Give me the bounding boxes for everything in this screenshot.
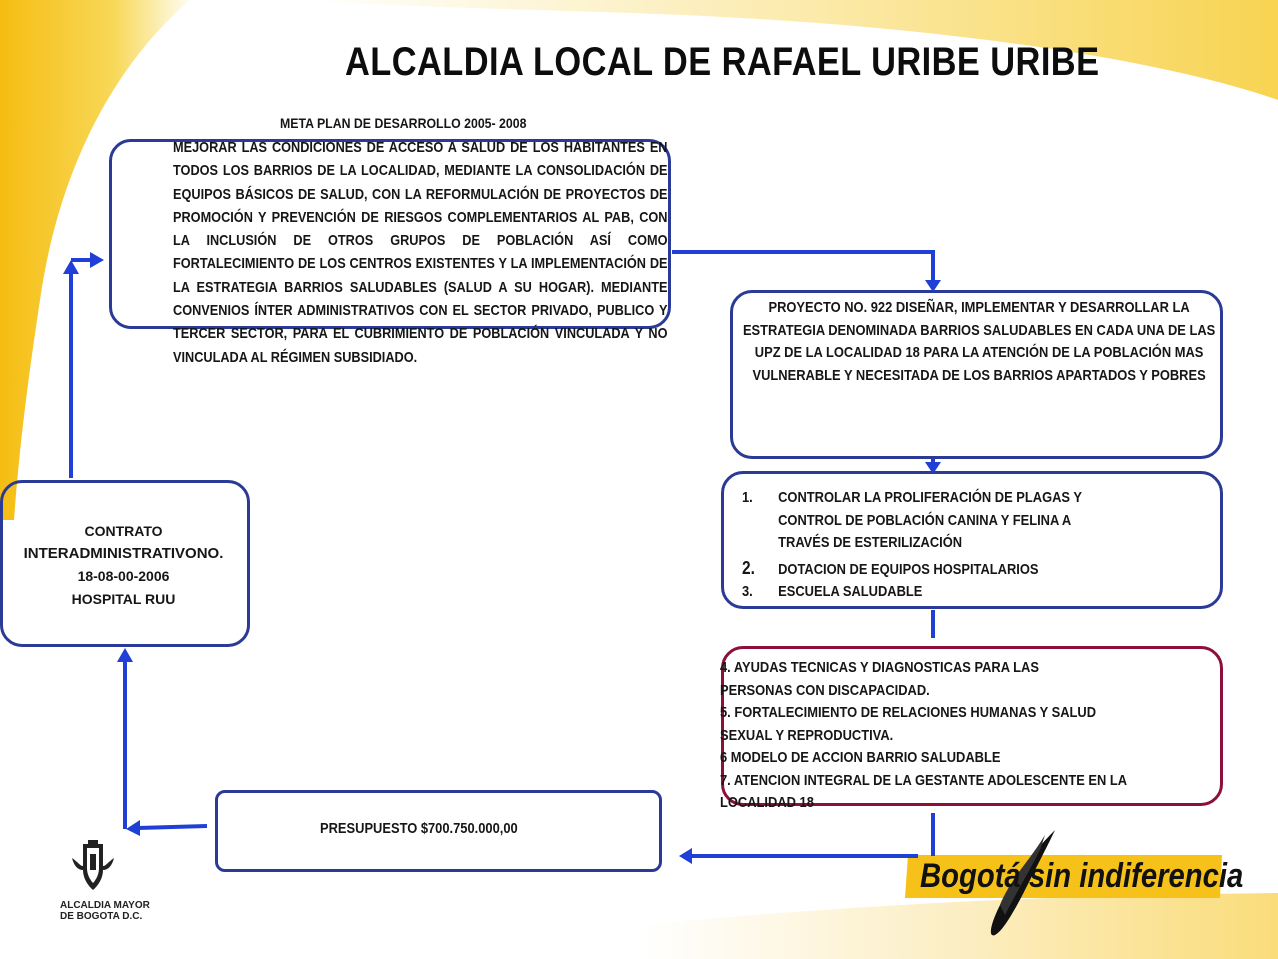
page-title: ALCALDIA LOCAL DE RAFAEL URIBE URIBE xyxy=(345,40,1100,84)
meta-heading: META PLAN DE DESARROLLO 2005- 2008 xyxy=(280,115,527,131)
contrato-line: HOSPITAL RUU xyxy=(71,590,176,607)
presupuesto-text: PRESUPUESTO $700.750.000,00 xyxy=(320,820,518,837)
list-line: PERSONAS CON DISCAPACIDAD. xyxy=(720,681,930,699)
list-text: DOTACION DE EQUIPOS HOSPITALARIOS xyxy=(778,560,1039,578)
bogota-sin-indiferencia-logo: Bogotá sin indiferencia xyxy=(920,857,1244,895)
list-number: 3. xyxy=(742,583,753,600)
logo-text-line: DE BOGOTA D.C. xyxy=(60,911,143,922)
list-text: CONTROLAR LA PROLIFERACIÓN DE PLAGAS Y xyxy=(778,489,1082,506)
list-line: 6 MODELO DE ACCION BARRIO SALUDABLE xyxy=(720,749,1001,766)
meta-body: MEJORAR LAS CONDICIONES DE ACCESO A SALUD DE LOS HABITANTES EN TODOS LOS BARRIOS DE LA LOCALIDAD, MEDIANTE LA CONSOLIDACIÓN DE EQUIPOS BÁSICOS DE SALUD, CON LA REFORMULACIÓN DE PROYECTOS DE PROMOCIÓN Y PREVENCIÓN DE RIESGOS COMPLEMENTARIOS AL PAB, CON LA INCLUSIÓN DE OTROS GRUPOS DE POBLACIÓN ASÍ COMO FORTALECIMIENTO DE LOS CENTROS EXISTENTES Y LA IMPLEMENTACIÓN DE LA ESTRATEGIA BARRIOS SALUDABLES (SALUD A SU HOGAR). MEDIANTE CONVENIOS ÍNTER ADMINISTRATIVOS CON EL SECTOR PRIVADO, PUBLICO Y TERCER SECTOR, PARA EL CUBRIMIENTO DE POBLACIÓN VINCULADA Y NO VINCULADA AL RÉGIMEN SUBSIDIADO. xyxy=(173,140,668,366)
list-number: 1. xyxy=(742,489,753,506)
contrato-line: INTERADMINISTRATIVONO. xyxy=(23,544,224,562)
list-text: TRAVÉS DE ESTERILIZACIÓN xyxy=(778,534,963,551)
list-line: LOCALIDAD 18 xyxy=(720,794,814,811)
proyecto-text: PROYECTO NO. 922 DISEÑAR, IMPLEMENTAR Y DESARROLLAR LA ESTRATEGIA DENOMINADA BARRIOS SALUDABLES EN CADA UNA DE LAS UPZ DE LA LOCALIDAD 18 PARA LA ATENCIÓN DE LA POBLACIÓN MAS VULNERABLE Y NECESITADA DE LOS BARRIOS APARTADOS Y POBRES xyxy=(742,299,1216,384)
logo-text-line: ALCALDIA MAYOR xyxy=(60,900,150,911)
list-text: ESCUELA SALUDABLE xyxy=(778,583,923,600)
list-line: 7. ATENCION INTEGRAL DE LA GESTANTE ADOLESCENTE EN LA xyxy=(720,771,1128,789)
list-number: 2. xyxy=(742,557,755,578)
contrato-line: 18-08-00-2006 xyxy=(77,568,170,584)
list-line: 4. AYUDAS TECNICAS Y DIAGNOSTICAS PARA LAS xyxy=(720,659,1039,676)
list-line: SEXUAL Y REPRODUCTIVA. xyxy=(720,726,894,744)
list-text: CONTROL DE POBLACIÓN CANINA Y FELINA A xyxy=(778,511,1072,529)
list-line: 5. FORTALECIMIENTO DE RELACIONES HUMANAS Y SALUD xyxy=(720,704,1097,721)
contrato-line: CONTRATO xyxy=(84,523,163,539)
